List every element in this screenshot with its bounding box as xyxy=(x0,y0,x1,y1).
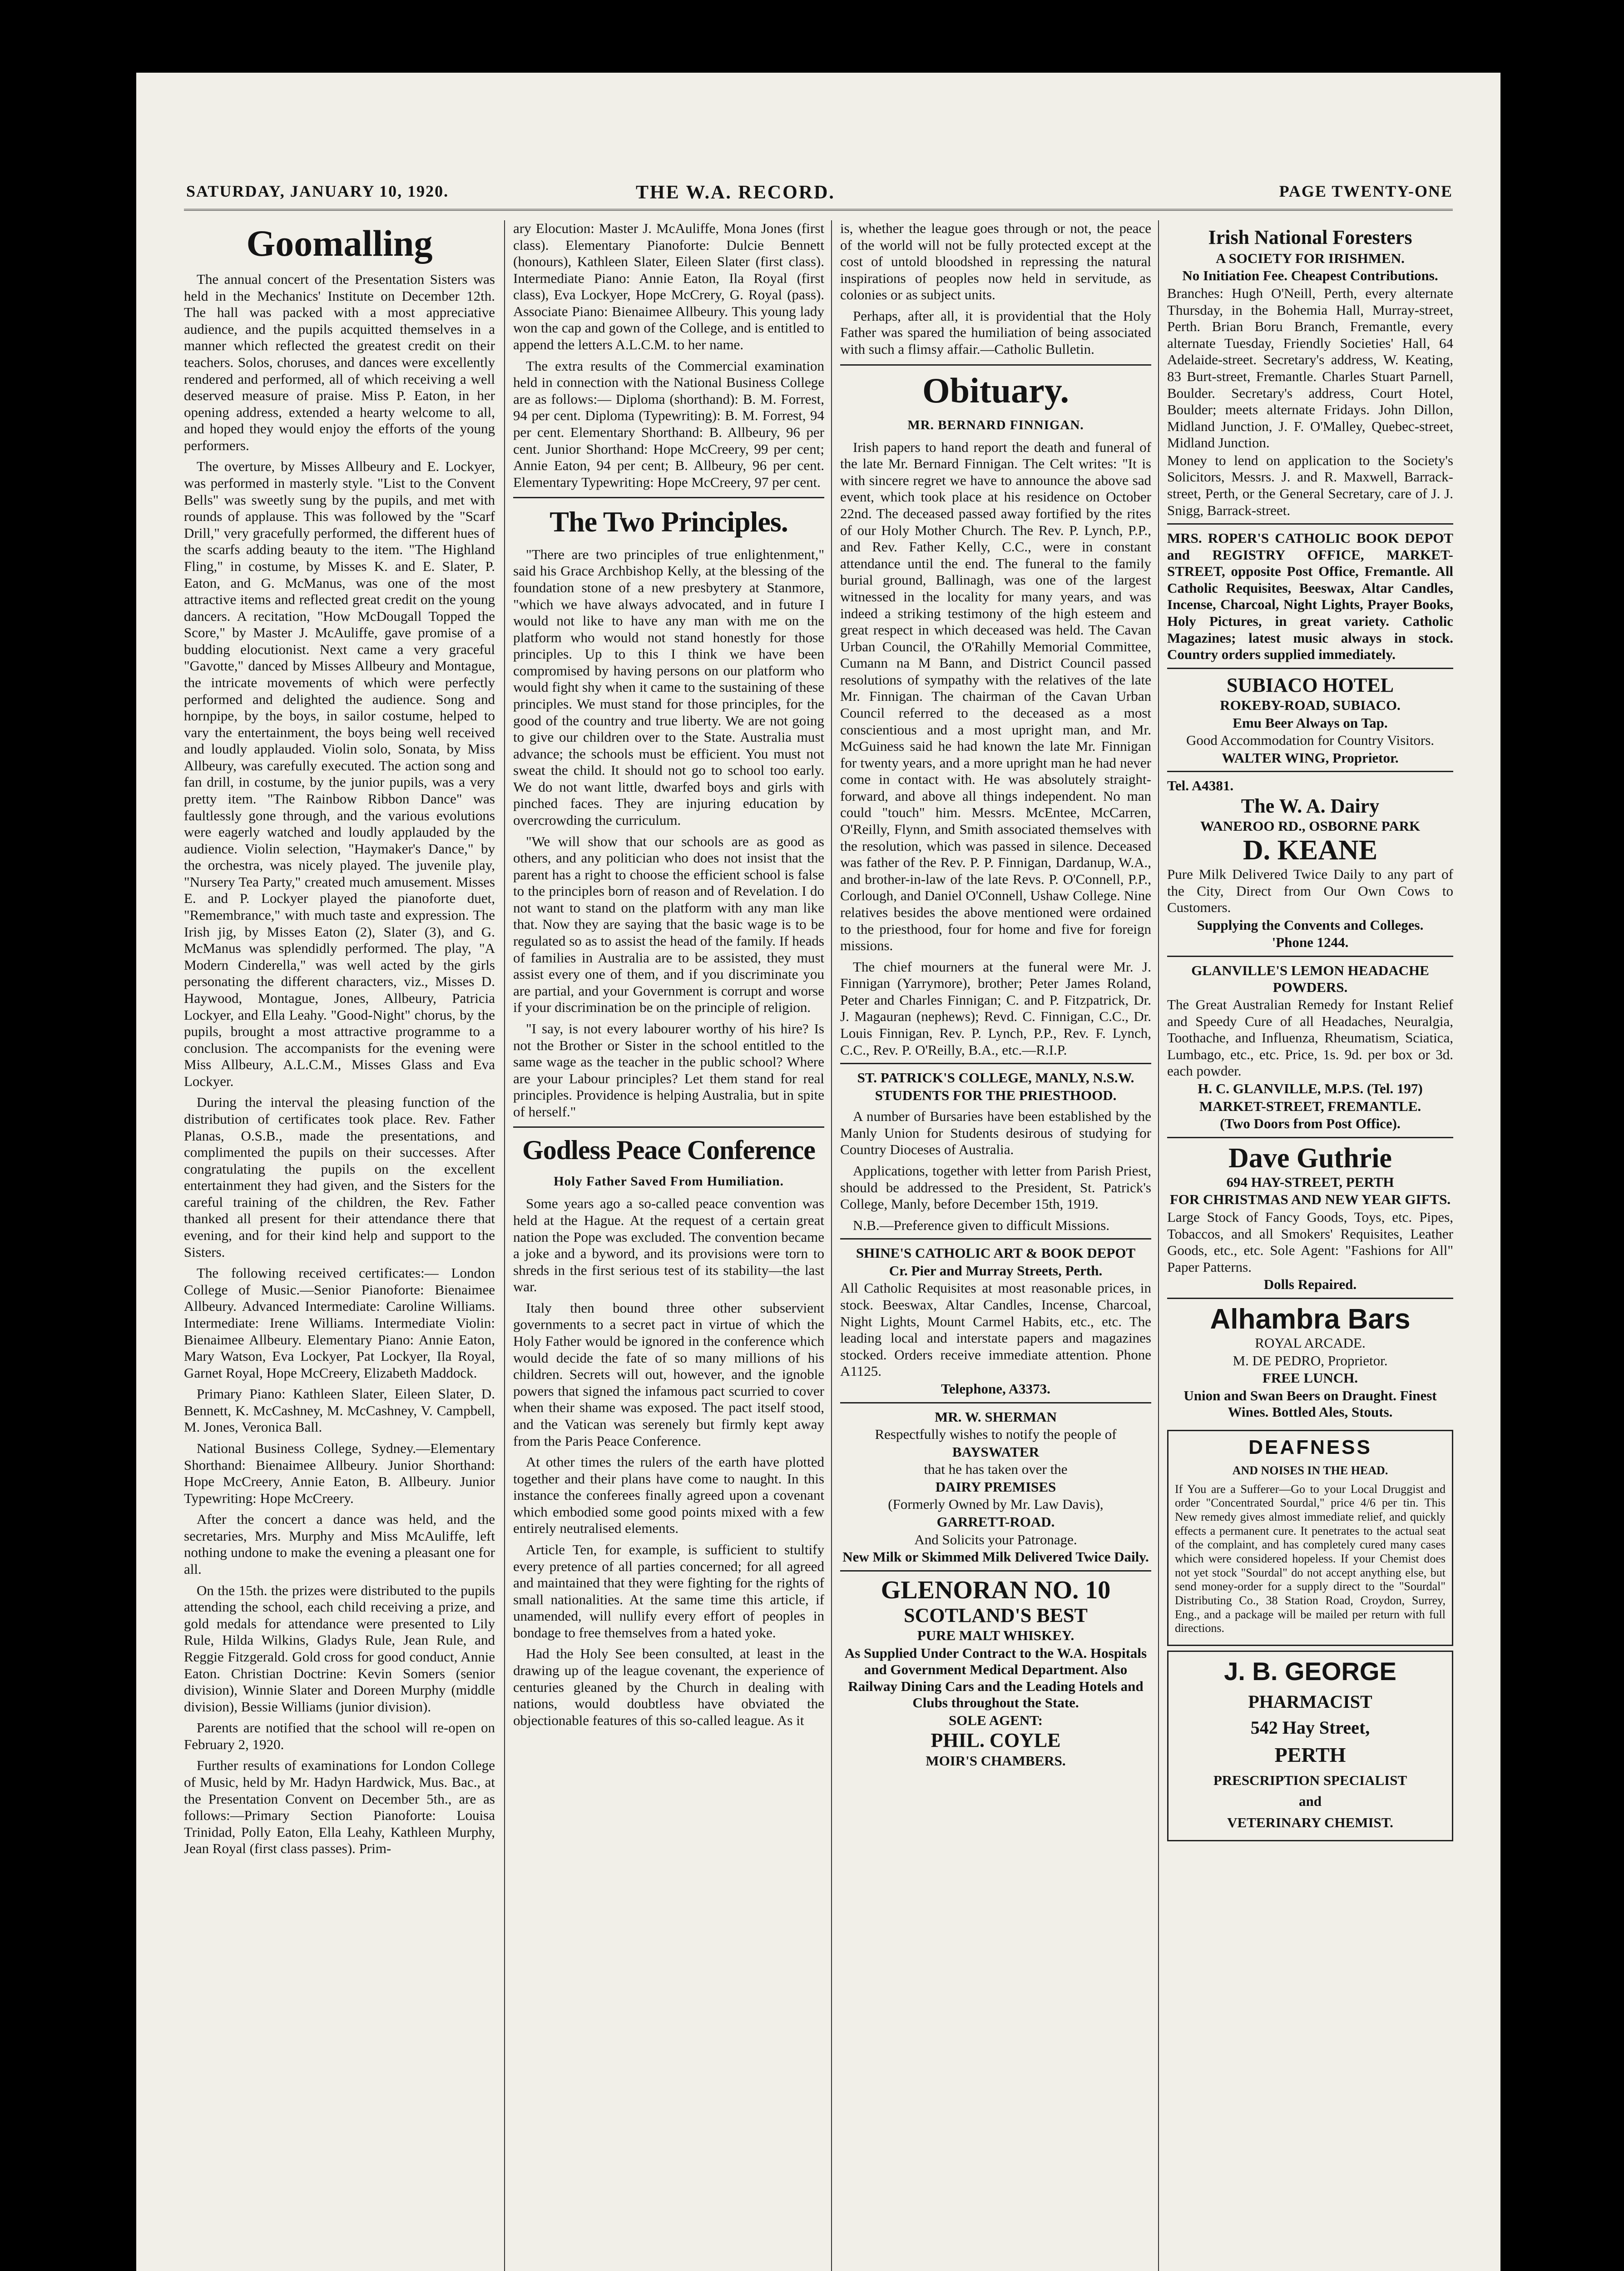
notice-subtitle: STUDENTS FOR THE PRIESTHOOD. xyxy=(875,1087,1117,1103)
advert-name: H. C. GLANVILLE, M.P.S. (Tel. 197) xyxy=(1198,1081,1423,1097)
masthead: THE W.A. RECORD. xyxy=(636,182,835,203)
advert-title: GLENORAN NO. 10 xyxy=(881,1576,1111,1604)
advert-name: MR. W. SHERMAN xyxy=(935,1408,1057,1425)
advert-line: Good Accommodation for Country Visitors. xyxy=(1186,732,1435,749)
article-title: Obituary. xyxy=(922,370,1069,410)
foresters-advert xyxy=(1167,220,1453,523)
advert-title: Dave Guthrie xyxy=(1228,1142,1392,1174)
paragraph: After the concert a dance was held, and the secretaries, Mrs. Murphy and Miss McAuliffe, left nothing undone to make the evening a pleasant one for all. xyxy=(184,1511,495,1577)
dairy-advert xyxy=(1167,771,1453,956)
advert-telephone: Telephone, A3373. xyxy=(941,1380,1050,1397)
advert-title: The W. A. Dairy xyxy=(1241,795,1380,818)
advert-address: WANEROO RD., OSBORNE PARK xyxy=(1200,818,1421,834)
paragraph: Applications, together with letter from Parish Priest, should be addressed to the President, St. Patrick's College, Manly, before December 15th, 1919. xyxy=(840,1163,1151,1212)
roper-advert xyxy=(1167,523,1453,668)
advert-line: PHARMACIST xyxy=(1248,1691,1372,1712)
paragraph: "There are two principles of true enlightenment," said his Grace Archbishop Kelly, at the blessing of the foundation stone of a new presbytery at Stanmore, "which we have always advocated, and in future I would not like to have any man with me on the platform who would not stand honestly for those principles. Up to this I think we have been compromised by having persons on our platform who would fight shy when it came to the sustaining of these principles. We must stand for those principles, for the good of the country and true liberty. We are not going to give our children over to the State. Australia must advance; the schools must be efficient. You must not sweat the child. It should not go to school too early. We do not want little, dwarfed boys and girls with pinched faces. They are injuring education by overcrowding the curriculum. xyxy=(513,546,824,828)
paragraph: The chief mourners at the funeral were Mr. J. Finnigan (Yarrymore), brother; Peter James Roland, Peter and Charles Finnigan; C. and P. Fitzpatrick, Dr. J. Magauran (nephews); Revd. C. Finnigan, C.C., Dr. Louis Finnigan, Rev. P. Lynch, P.P., Rev. F. Lynch, C.C., Rev. P. O'Reilly, B.A., etc.—R.I.P. xyxy=(840,958,1151,1058)
column-1 xyxy=(184,220,495,1862)
advert-address: (Two Doors from Post Office). xyxy=(1220,1116,1401,1132)
paragraph: Perhaps, after all, it is providential that the Holy Father was spared the humiliation of being associated with such a flimsy affair.—Catholic Bulletin. xyxy=(840,307,1151,357)
column-divider xyxy=(504,220,505,2271)
advert-road: GARRETT-ROAD. xyxy=(936,1514,1055,1530)
advert-line: FREE LUNCH. xyxy=(1262,1370,1358,1386)
paragraph: At other times the rulers of the earth have plotted together and their plans have come to naught. In this instance the conferees finally agreed upon a covenant which embodied some good points mixed with a few entirely neutralised elements. xyxy=(513,1454,824,1537)
paragraph: Some years ago a so-called peace convention was held at the Hague. At the request of a certain great nation the Pope was excluded. The convention became a joke and a byword, and its provisions were torn to shreds in the first serious test of its stability—the last war. xyxy=(513,1195,824,1295)
advert-name: PHIL. COYLE xyxy=(931,1729,1061,1752)
deafness-advert xyxy=(1167,1430,1453,1646)
paragraph: Had the Holy See been consulted, at least in the drawing up of the league covenant, the experience of centuries gleaned by the Church in dealing with nations, would doubtless have obviated the objectionable features of this so-called league. As it xyxy=(513,1646,824,1728)
advert-phone: 'Phone 1244. xyxy=(1272,934,1349,951)
guthrie-advert xyxy=(1167,1137,1453,1298)
advert-line: PRESCRIPTION SPECIALIST xyxy=(1213,1772,1407,1788)
advert-body: As Supplied Under Contract to the W.A. Hospitals and Government Medical Department. Also Railway Dining Cars and the Leading Hotels and Clubs throughout the State. xyxy=(844,1645,1147,1711)
sherman-advert xyxy=(840,1402,1151,1570)
advert-title: J. B. GEORGE xyxy=(1224,1656,1396,1686)
college-notice xyxy=(840,1063,1151,1108)
advert-line: New Milk or Skimmed Milk Delivered Twice Daily. xyxy=(842,1549,1149,1565)
advert-body: Money to lend on application to the Society's Solicitors, Messrs. J. and R. Maxwell, Barrack-street, Perth, or the General Secretary, care of J. J. Snigg, Barrack-street. xyxy=(1167,452,1453,518)
newspaper-page xyxy=(136,73,1500,2271)
advert-body: Pure Milk Delivered Twice Daily to any part of the City, Direct from Our Own Cows to Customers. xyxy=(1167,866,1453,916)
shine-advert xyxy=(840,1238,1151,1402)
advert-title: SUBIACO HOTEL xyxy=(1227,674,1394,696)
advert-line: Supplying the Convents and Colleges. xyxy=(1197,917,1424,933)
paragraph: Parents are notified that the school will re-open on February 2, 1920. xyxy=(184,1720,495,1752)
section-rule xyxy=(513,1126,824,1128)
article-subtitle: MR. BERNARD FINNIGAN. xyxy=(907,417,1084,432)
advert-subtitle: AND NOISES IN THE HEAD. xyxy=(1232,1463,1388,1477)
advert-line: No Initiation Fee. Cheapest Contributions. xyxy=(1182,268,1438,284)
advert-line: and xyxy=(1299,1793,1322,1810)
advert-line: (Formerly Owned by Mr. Law Davis), xyxy=(888,1496,1104,1512)
advert-line: Dolls Repaired. xyxy=(1263,1276,1357,1293)
paragraph: The overture, by Misses Allbeury and E. Lockyer, was performed in masterly style. "List to the Convent Bells" was sweetly sung by the pupils, and met with rounds of applause. This was followed by the "Scarf Drill," very gracefully performed, the different hues of the scarfs adding beauty to the item. "The Highland Fling," in costume, by Misses K. and E. Slater, P. Eaton, and G. McManus, was one of the most attractive items and reflected great credit on the young dancers. A recitation, "How McDougall Topped the Score," by Master J. McAuliffe, gave promise of a budding elocutionist. Next came a very graceful "Gavotte," danced by Misses Allbeury and Montague, the intricate movements of which were perfectly performed and delighted the audience. Song and hornpipe, by the boys, in sailor costume, helped to vary the entertainment, the boys being well received and loudly applauded. Violin solo, Sonata, by Miss Allbeury, was carefully executed. The action song and fan drill, in costume, by the junior pupils, was a very pretty item. "The Rainbow Ribbon Dance" was faultlessly gone through, and the various evolutions were eagerly watched and loudly applauded by the audience. Violin selection, "Haymaker's Dance," by the orchestra, was nicely played. The juvenile play, "Nursery Tea Party," created much amusement. Misses E. and P. Lockyer played the pianoforte duet, "Remembrance," with much taste and expression. The Irish jig, by Misses Eaton (2), Slater (3), and G. McManus was splendidly performed. The play, "A Modern Cinderella," was well acted by the girls personating the different characters, viz., Misses D. Haywood, Montague, Jones, Allbeury, Patricia Lockyer, and Ella Leahy. "Good-Night" chorus, by the pupils, brought a most attractive programme to a conclusion. The accompanists for the evening were Miss Allbeury, A.L.C.M., Misses Glass and Eva Lockyer. xyxy=(184,458,495,1089)
advert-address: 694 HAY-STREET, PERTH xyxy=(1226,1174,1394,1190)
advert-title: Alhambra Bars xyxy=(1210,1303,1411,1335)
article-subtitle: Holy Father Saved From Humiliation. xyxy=(554,1174,784,1189)
paragraph: N.B.—Preference given to difficult Missions. xyxy=(853,1217,1110,1233)
issue-date: SATURDAY, JANUARY 10, 1920. xyxy=(186,182,449,200)
advert-body: The Great Australian Remedy for Instant Relief and Speedy Cure of all Headaches, Neuralgia, Toothache, and Influenza, Rheumatism, Sciatica, Lumbago, etc., etc. Price, 1s. 9d. per box or 3d. each powder. xyxy=(1167,997,1453,1079)
advert-subtitle: A SOCIETY FOR IRISHMEN. xyxy=(1216,250,1405,266)
advert-body: Branches: Hugh O'Neill, Perth, every alternate Thursday, in the Bohemia Hall, Murray-street, Perth. Brian Boru Branch, Fremantle, every alternate Tuesday, Friendly Societies' Hall, 64 Adelaide-street. Secretary's address, W. Keating, 83 Burt-street, Fremantle. Charles Stuart Parnell, Boulder. Secretary's address, Court Hotel, Boulder; meets alternate Fridays. John Dillon, Midland Junction, J. F. O'Malley, Quebec-street, Midland Junction. xyxy=(1167,285,1453,451)
advert-proprietor: M. DE PEDRO, Proprietor. xyxy=(1233,1352,1388,1369)
lemon-powders-advert xyxy=(1167,956,1453,1137)
advert-place: BAYSWATER xyxy=(952,1443,1040,1460)
paragraph: ary Elocution: Master J. McAuliffe, Mona Jones (first class). Elementary Pianoforte: Dulcie Bennett (honours), Kathleen Slater, Eileen Slater (first class). Intermediate Piano: Annie Eaton, Ila Royal (first class), Eva Lockyer, Hope McCrery, G. Royal (pass). Associate Piano: Bienaimee Allbeury. This young lady won the cap and gown of the College, and is entitled to append the letters A.L.C.M. to her name. xyxy=(513,220,824,353)
advert-address: 542 Hay Street, xyxy=(1250,1717,1370,1738)
notice-title: ST. PATRICK'S COLLEGE, MANLY, N.S.W. xyxy=(857,1070,1134,1086)
advert-line: Respectfully wishes to notify the people of xyxy=(875,1426,1117,1443)
page-number: PAGE TWENTY-ONE xyxy=(1279,182,1453,200)
advert-title: SHINE'S CATHOLIC ART & BOOK DEPOT xyxy=(856,1245,1136,1261)
advert-premises: DAIRY PREMISES xyxy=(935,1478,1056,1495)
advert-body: Large Stock of Fancy Goods, Toys, etc. Pipes, Tobaccos, and all Smokers' Requisites, Leather Goods, etc., etc. Sole Agent: "Fashions for All" Paper Patterns. xyxy=(1167,1209,1453,1275)
advert-address: MARKET-STREET, FREMANTLE. xyxy=(1199,1098,1421,1114)
article-title: The Two Principles. xyxy=(550,506,788,538)
advert-body: All Catholic Requisites at most reasonable prices, in stock. Beeswax, Altar Candles, Incense, Charcoal, Night Lights, Mount Carmel Habits, etc., etc. The leading local and interstate papers and magazines stocked. Orders receive immediate attention. Phone A1125. xyxy=(840,1280,1151,1379)
george-advert xyxy=(1167,1651,1453,1841)
advert-address: ROYAL ARCADE. xyxy=(1255,1335,1366,1351)
advert-subtitle: SCOTLAND'S BEST xyxy=(904,1604,1088,1626)
paragraph: The following received certificates:— London College of Music.—Senior Pianoforte: Bienaimee Allbeury. Advanced Intermediate: Caroline Williams. Intermediate: Irene Williams. Intermediate Violin: Bienaimee Allbeury. Elementary Piano: Annie Eaton, Mary Watson, Eva Lockyer, Pat Lockyer, Ila Royal, Garnet Royal, Hope McCreery, Elizabeth Maddock. xyxy=(184,1265,495,1381)
alhambra-advert xyxy=(1167,1298,1453,1425)
paragraph: During the interval the pleasing function of the distribution of certificates took place. Rev. Father Planas, O.S.B., made the presentations, and complimented the pupils on their successes. After congratulating the pupils on the excellent entertainment they had given, and the Sisters for the careful training of the children, the Rev. Father thanked all present for their attendance there that evening, and for their kind help and support to the Sisters. xyxy=(184,1094,495,1260)
column-2 xyxy=(513,220,824,1733)
article-title: Goomalling xyxy=(246,223,433,264)
advert-line: PURE MALT WHISKEY. xyxy=(917,1627,1074,1643)
glenoran-advert xyxy=(840,1570,1151,1774)
advert-telephone: Tel. A4381. xyxy=(1167,778,1234,794)
column-divider xyxy=(831,220,832,2271)
paragraph: "I say, is not every labourer worthy of his hire? Is not the Brother or Sister in the school entitled to the same wage as the teacher in the public school? Where are your Labour principles? Let them stand for real principles. Providence is helping Australia, but in spite of herself." xyxy=(513,1020,824,1120)
section-rule xyxy=(513,497,824,498)
advert-body: Union and Swan Beers on Draught. Finest Wines. Bottled Ales, Stouts. xyxy=(1183,1387,1437,1420)
paragraph: Further results of examinations for London College of Music, held by Mr. Hadyn Hardwick, Mus. Bac., at the Presentation Convent on December 5th., are as follows:—Primary Section Pianoforte: Louisa Trinidad, Polly Eaton, Ella Leahy, Kathleen Murphy, Jean Royal (first class passes). Prim- xyxy=(184,1757,495,1857)
advert-address: ROKEBY-ROAD, SUBIACO. xyxy=(1220,697,1401,714)
column-4 xyxy=(1167,220,1453,1846)
paragraph: National Business College, Sydney.—Elementary Shorthand: Bienaimee Allbeury. Junior Shorthand: Hope McCreery, Annie Eaton, B. Allbeury. Junior Typewriting: Hope McCreery. xyxy=(184,1440,495,1506)
advert-proprietor: WALTER WING, Proprietor. xyxy=(1222,749,1399,766)
advert-name: D. KEANE xyxy=(1243,835,1378,866)
advert-line: And Solicits your Patronage. xyxy=(914,1531,1077,1547)
paragraph: The extra results of the Commercial examination held in connection with the National Business College are as follows:— Diploma (shorthand): B. M. Forrest, 94 per cent. Diploma (Typewriting): B. M. Forrest, 94 per cent. Elementary Shorthand: B. Allbeury, 96 per cent. Junior Shorthand: Hope McCreery, 99 per cent; Annie Eaton, 94 per cent; B. Allbeury, 96 per cent. Elementary Typewriting: Hope McCreery, 97 per cent. xyxy=(513,357,824,490)
advert-address: Cr. Pier and Murray Streets, Perth. xyxy=(889,1262,1103,1279)
paragraph: The annual concert of the Presentation Sisters was held in the Mechanics' Institute on December 12th. The hall was packed with a most appreciative audience, and the pupils acquitted themselves in a manner which reflected the greatest credit on their teachers. Solos, choruses, and dances were excellently rendered and performed, all of which receiving a well deserved measure of praise. Miss P. Eaton, in her opening address, extended a hearty welcome to all, and hoped they would enjoy the efforts of the young performers. xyxy=(184,271,495,453)
subiaco-advert xyxy=(1167,668,1453,771)
advert-title: Irish National Foresters xyxy=(1208,226,1412,248)
paragraph: Irish papers to hand report the death and funeral of the late Mr. Bernard Finnigan. The Celt writes: "It is with sincere regret we have to announce the above sad event, which took place at his residence on October 22nd. The deceased passed away fortified by the rites of our Holy Mother Church. The Rev. P. Lynch, P.P., and Rev. Father Kelly, C.C., were in constant attendance until the end. The funeral to the family burial ground, Ballinagh, was one of the largest witnessed in the locality for many years, and was indeed a striking testimony of the high esteem and great respect in which deceased was held. The Cavan Urban Council, the O'Rahilly Memorial Committee, Cumann na M Bann, and District Council passed resolutions of sympathy with the relatives of the late Mr. Finnigan. The chairman of the Cavan Urban Council referred to the deceased as a most conscientious and a most upright man, and Mr. McGuiness said he had known the late Mr. Finnigan for twenty years, and a more upright man he had never come in contact with. He was absolutely straight-forward, and above all things independent. No man could "touch" him. Messrs. McEntee, McCarren, O'Reilly, Flynn, and Smith associated themselves with the resolution, which was passed in silence. Deceased was father of the Rev. P. P. Finnigan, Dardanup, W.A., and brother-in-law of the late Revs. P. O'Connell, P.P., Corlough, and Daniel O'Connell, Ushaw College. Nine relatives besides the above mentioned were ordained to the priesthood, four for home and five for foreign missions. xyxy=(840,439,1151,954)
article-title: Godless Peace Conference xyxy=(522,1135,815,1165)
advert-line: SOLE AGENT: xyxy=(948,1712,1043,1728)
advert-title: GLANVILLE'S LEMON HEADACHE POWDERS. xyxy=(1191,962,1429,995)
advert-title: DEAFNESS xyxy=(1248,1436,1372,1458)
column-3 xyxy=(840,220,1151,1774)
paragraph: Italy then bound three other subservient governments to a secret pact in virtue of which the Holy Father would be ignored in the conference which would decide the fate of so many millions of his children. Secrets will out, however, and the ignoble powers that signed the infamous pact scurried to cover when their shame was exposed. The pact itself stood, and the Vatican was serenely but firmly kept away from the Paris Peace Conference. xyxy=(513,1299,824,1449)
paragraph: is, whether the league goes through or not, the peace of the world will not be fully protected except at the cost of untold bloodshed in repressing the natural inspirations of peoples now held in servitude, as colonies or as subject units. xyxy=(840,220,1151,303)
advert-body: If You are a Sufferer—Go to your Local Druggist and order "Concentrated Sourdal," price 4/6 per tin. This New remedy gives almost immediate relief, and quickly effects a permanent cure. It penetrates to the actual seat of the complaint, and has completely cured many cases which were considered hopeless. If your Chemist does not yet stock "Sourdal" do not accept anything else, but send money-order for a supply direct to the "Sourdal" Distributing Co., 38 Station Road, Croydon, Surrey, Eng., and a package will be mailed per return with full directions. xyxy=(1175,1482,1446,1635)
paragraph: Article Ten, for example, is sufficient to stultify every pretence of all parties concerned; for all agreed and maintained that they were fighting for the rights of small nationalities. At the same time this article, if unamended, will nullify every effort of peoples in bondage to free themselves from a hated yoke. xyxy=(513,1542,824,1641)
advert-body: MRS. ROPER'S CATHOLIC BOOK DEPOT and REGISTRY OFFICE, MARKET-STREET, opposite Post Office, Fremantle. All Catholic Requisites, Beeswax, Altar Candles, Incense, Charcoal, Night Lights, Prayer Books, Holy Pictures, in great variety. Catholic Magazines; latest music always in stock. Country orders supplied immediately. xyxy=(1167,530,1453,663)
advert-subtitle: FOR CHRISTMAS AND NEW YEAR GIFTS. xyxy=(1169,1191,1451,1208)
column-divider xyxy=(1158,220,1159,2271)
paragraph: Primary Piano: Kathleen Slater, Eileen Slater, D. Bennett, K. McCashney, M. McCashney, V. Campbell, M. Jones, Veronica Ball. xyxy=(184,1386,495,1435)
advert-line: VETERINARY CHEMIST. xyxy=(1227,1814,1393,1830)
advert-city: PERTH xyxy=(1274,1743,1346,1767)
paragraph: On the 15th. the prizes were distributed to the pupils attending the school, each child receiving a prize, and gold medals for attendance were presented to Lily Rule, Hilda Wilkins, Gladys Rule, Jean Rule, and Reggie Fitzgerald. Gold cross for good conduct, Annie Eaton. Christian Doctrine: Kevin Somers (senior division), Winnie Slater and Doreen Murphy (middle division), Bessie Williams (junior division). xyxy=(184,1582,495,1715)
header-rule xyxy=(184,209,1453,211)
advert-address: MOIR'S CHAMBERS. xyxy=(926,1752,1066,1769)
advert-line: Emu Beer Always on Tap. xyxy=(1233,714,1388,731)
paragraph: A number of Bursaries have been established by the Manly Union for Students desirous of studying for Country Dioceses of Australia. xyxy=(840,1108,1151,1158)
paragraph: "We will show that our schools are as good as others, and any politician who does not insist that the parent has a right to choose the efficient school is false to the principles born of reason and of Revelation. I do not want to stand on the platform with any man like that. Now they are saying that the basic wage is to be regulated so as to assist the head of the family. If heads of families in Australia are to be assisted, they must assist every one of them, and if you discriminate you are partial, and your Government is corrupt and worse if your discrimination be on the principle of religion. xyxy=(513,833,824,1016)
advert-line: that he has taken over the xyxy=(924,1461,1068,1478)
section-rule xyxy=(840,364,1151,366)
